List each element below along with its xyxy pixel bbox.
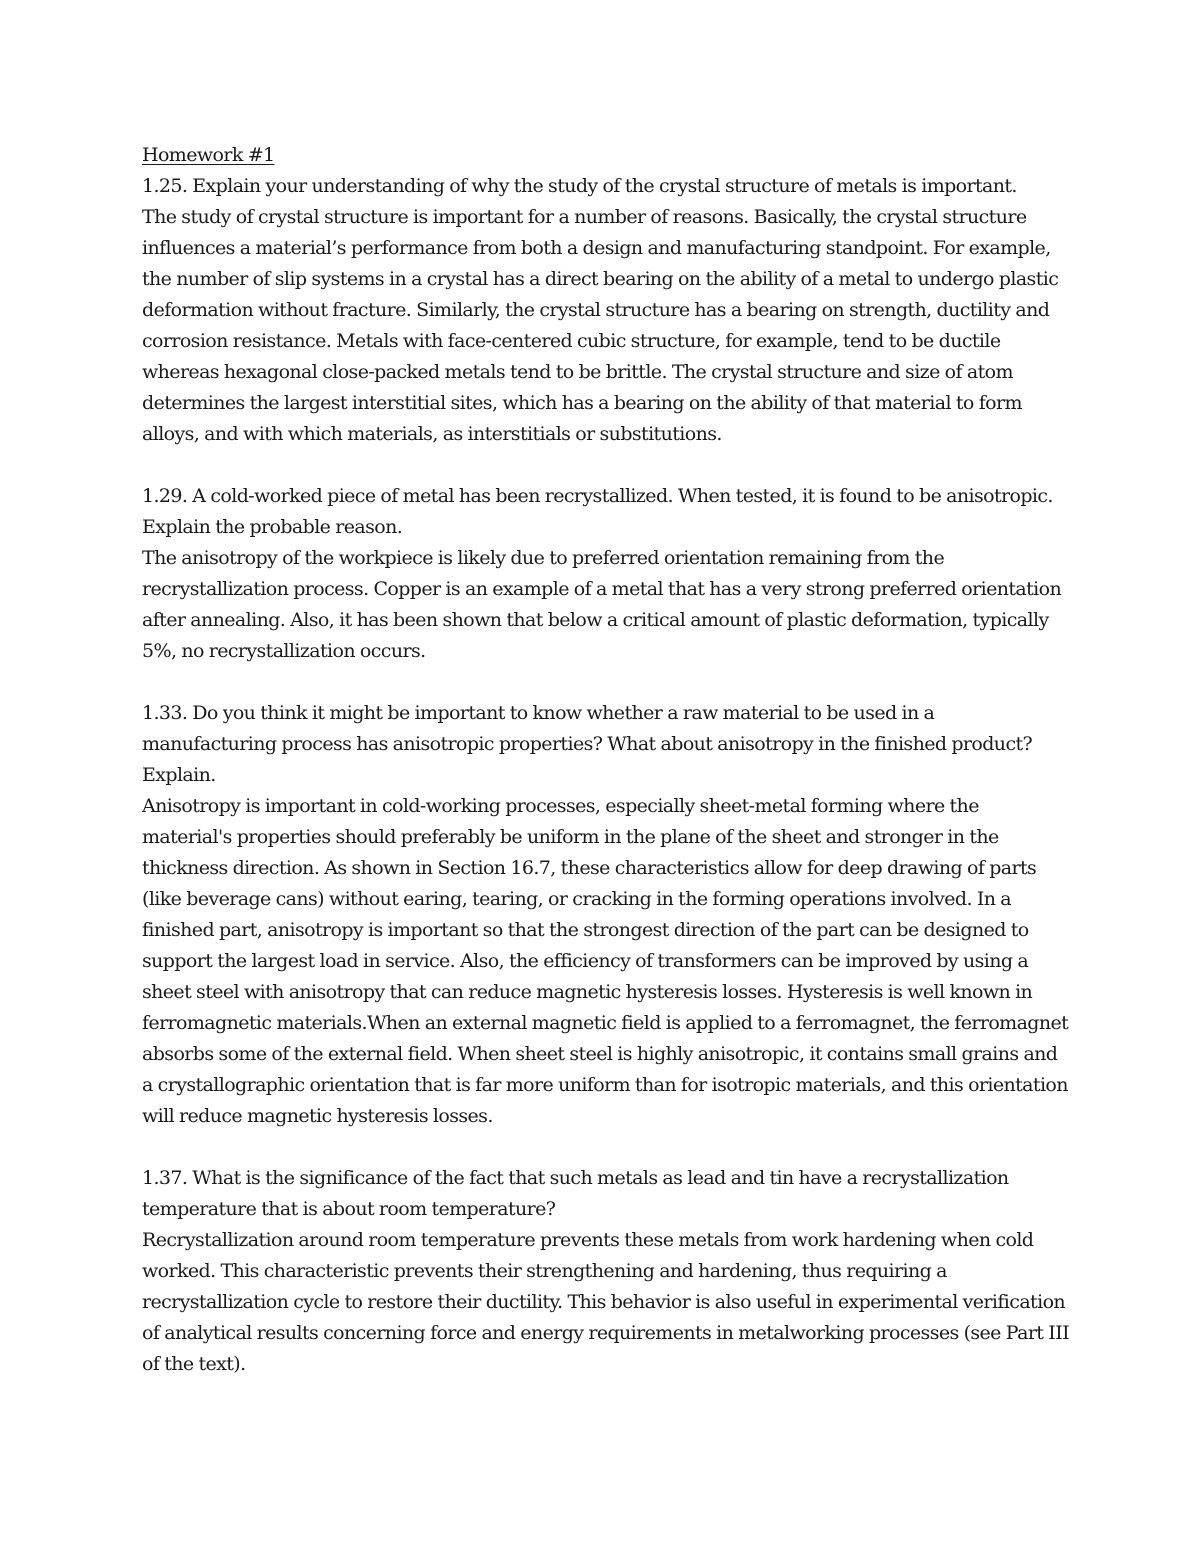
question-text: 1.37. What is the significance of the fact that such metals as lead and tin have a recrystallization temperature that is about room temperature? [142, 1167, 1009, 1220]
question-section-1-29 [142, 481, 1072, 667]
question-section-1-25 [142, 171, 1072, 450]
document-title: Homework #1 [142, 144, 275, 166]
question-section-1-37 [142, 1163, 1072, 1380]
answer-text: The anisotropy of the workpiece is likely due to preferred orientation remaining from the recrystallization process. Copper is an example of a metal that has a very strong preferred orientation after annealing. Also, it has been shown that below a critical amount of plastic deformation, typically 5%, no recrystallization occurs. [142, 547, 1062, 662]
answer-text: Anisotropy is important in cold-working processes, especially sheet-metal forming where the material's properties should preferably be uniform in the plane of the sheet and stronger in the thickness direction. As shown in Section 16.7, these characteristics allow for deep drawing of parts (like beverage cans) without earing, tearing, or cracking in the forming operations involved. In a finished part, anisotropy is important so that the strongest direction of the part can be designed to support the largest load in service. Also, the efficiency of transformers can be improved by using a sheet steel with anisotropy that can reduce magnetic hysteresis losses. Hysteresis is well known in ferromagnetic materials.When an external magnetic field is applied to a ferromagnet, the ferromagnet absorbs some of the external field. When sheet steel is highly anisotropic, it contains small grains and a crystallographic orientation that is far more uniform than for isotropic materials, and this orientation will reduce magnetic hysteresis losses. [142, 795, 1069, 1127]
question-section-1-33 [142, 698, 1072, 1132]
question-text: 1.33. Do you think it might be important to know whether a raw material to be used in a manufacturing process has anisotropic properties? What about anisotropy in the finished product? Explain. [142, 702, 1033, 786]
answer-text: The study of crystal structure is important for a number of reasons. Basically, the crystal structure influences a material’s performance from both a design and manufacturing standpoint. For example, the number of slip systems in a crystal has a direct bearing on the ability of a metal to undergo plastic deformation without fracture. Similarly, the crystal structure has a bearing on strength, ductility and corrosion resistance. Metals with face-centered cubic structure, for example, tend to be ductile whereas hexagonal close-packed metals tend to be brittle. The crystal structure and size of atom determines the largest interstitial sites, which has a bearing on the ability of that material to form alloys, and with which materials, as interstitials or substitutions. [142, 206, 1059, 445]
question-text: 1.25. Explain your understanding of why the study of the crystal structure of metals is important. [142, 175, 1017, 197]
question-text: 1.29. A cold-worked piece of metal has been recrystallized. When tested, it is found to be anisotropic. Explain the probable reason. [142, 485, 1053, 538]
answer-text: Recrystallization around room temperature prevents these metals from work hardening when cold worked. This characteristic prevents their strengthening and hardening, thus requiring a recrystallization cycle to restore their ductility. This behavior is also useful in experimental verification of analytical results concerning force and energy requirements in metalworking processes (see Part III of the text). [142, 1229, 1069, 1375]
document-page [142, 140, 1072, 1380]
